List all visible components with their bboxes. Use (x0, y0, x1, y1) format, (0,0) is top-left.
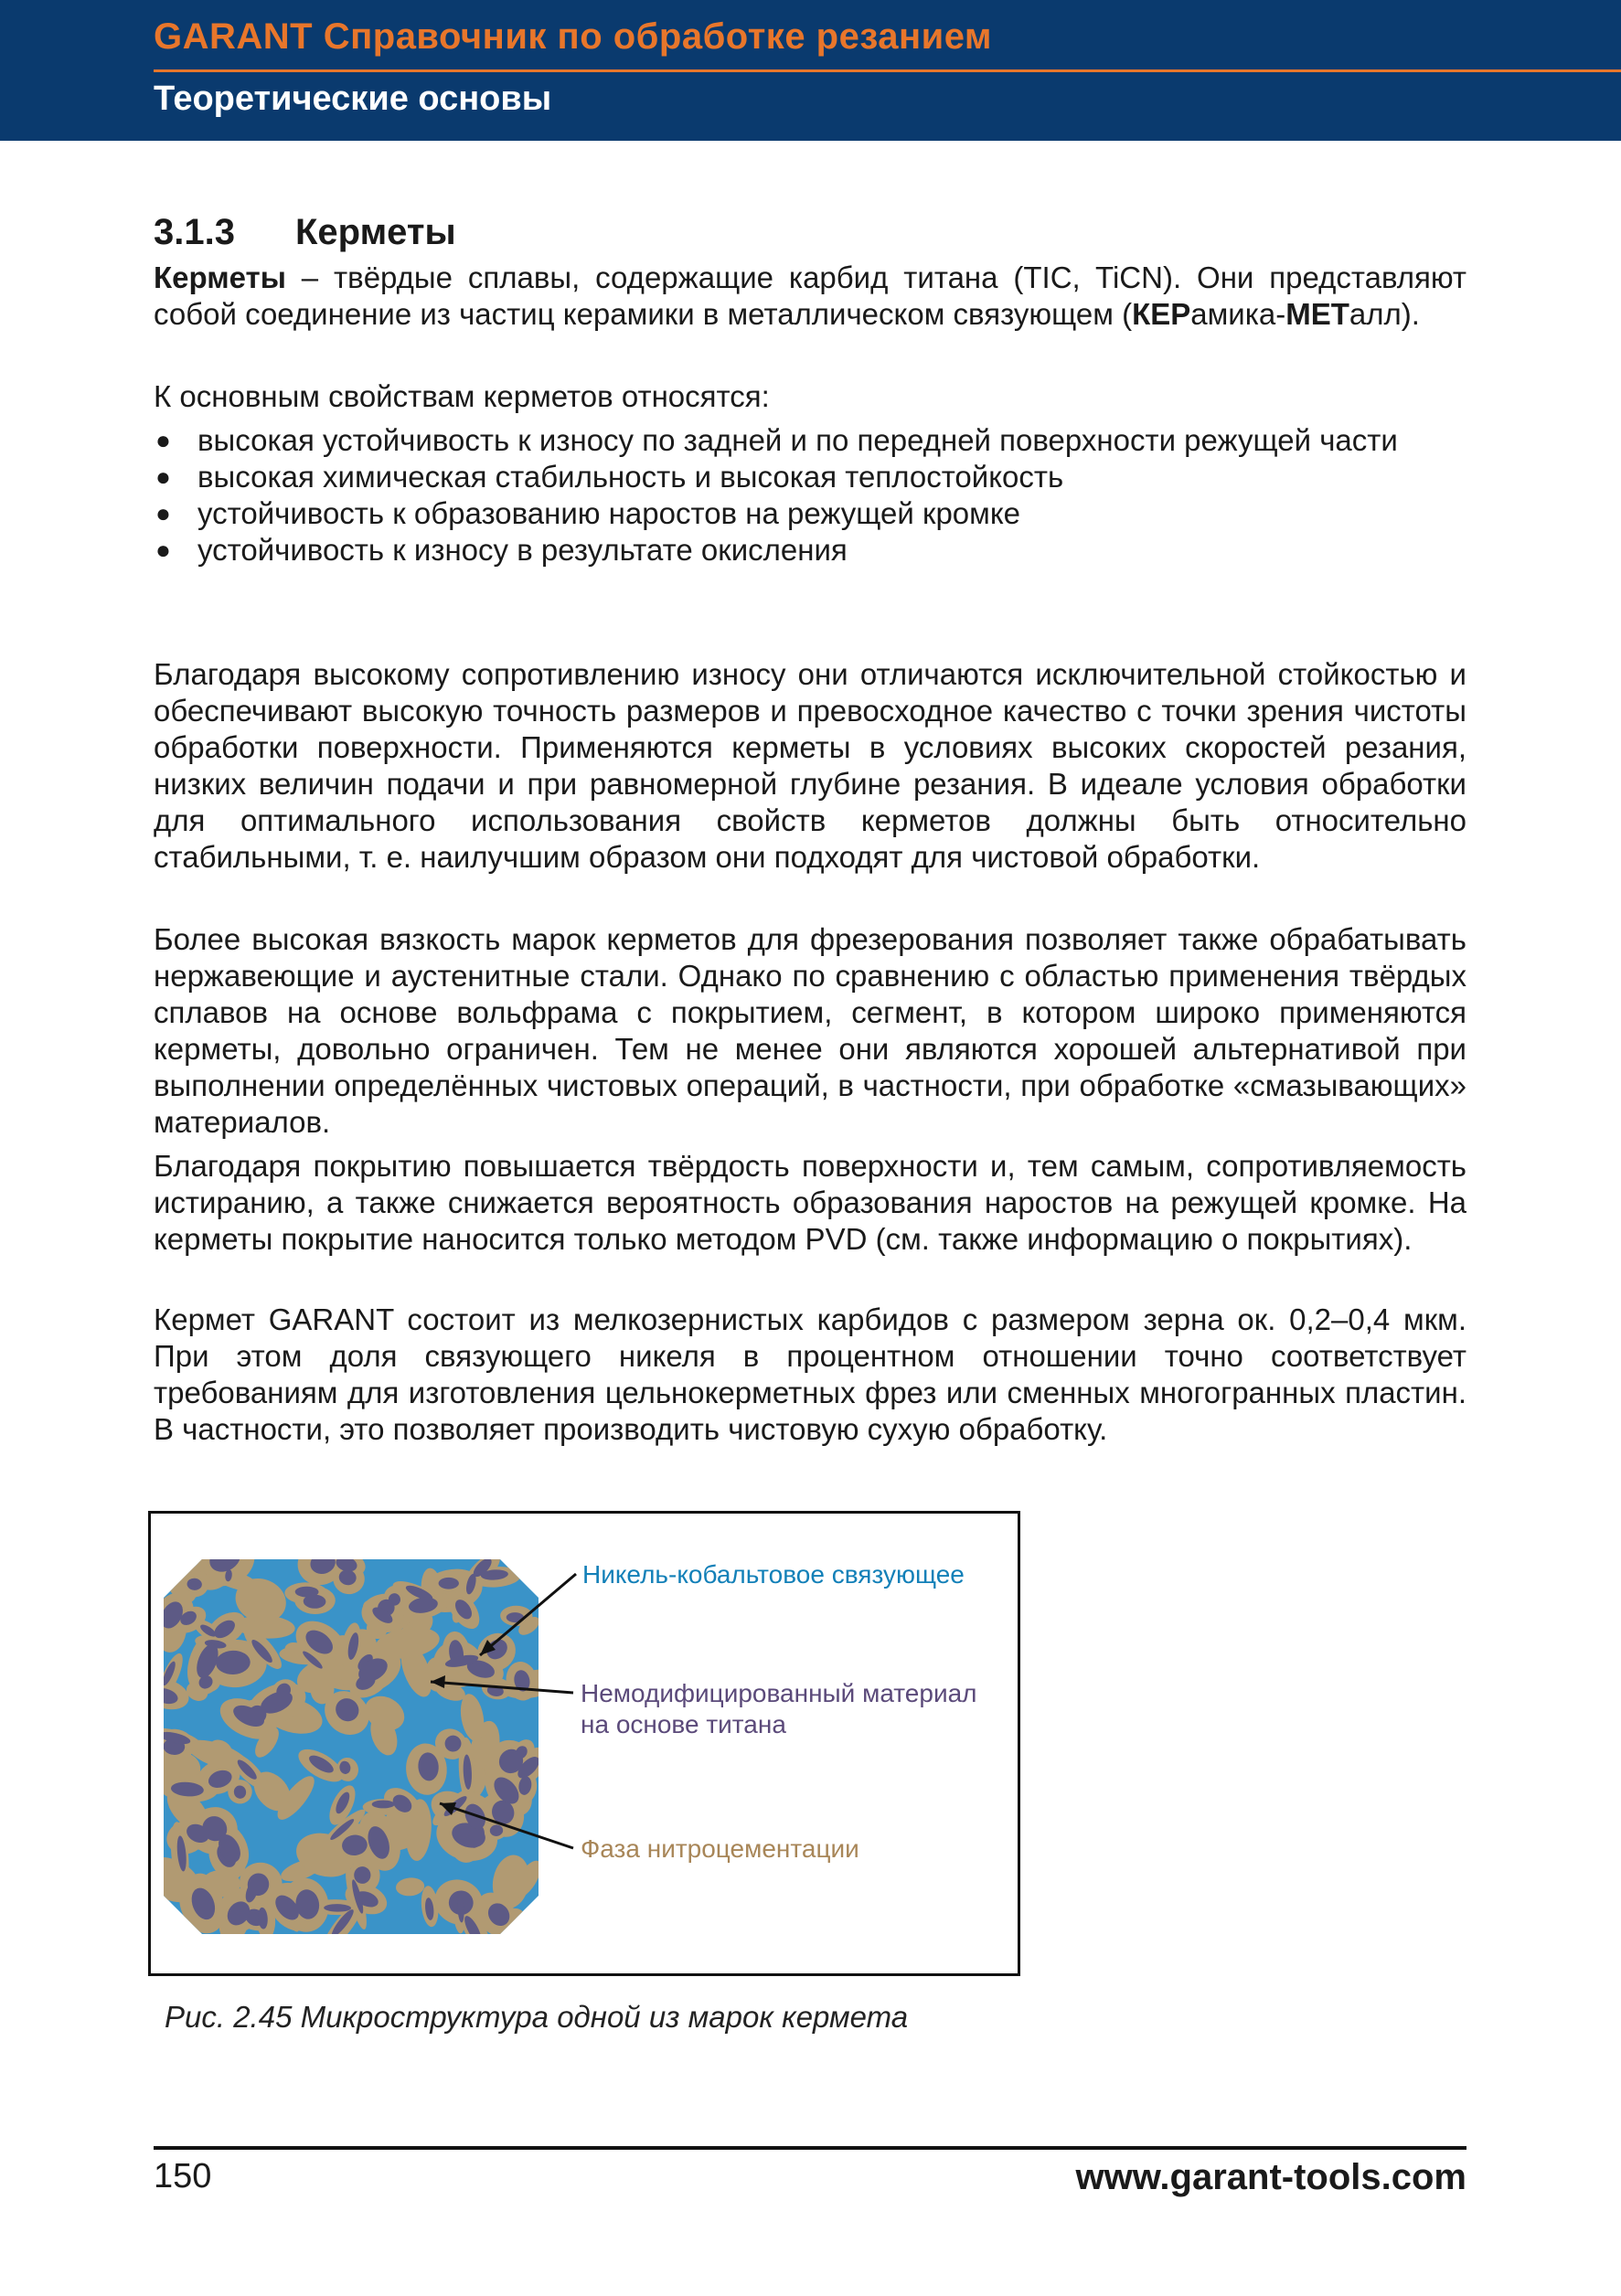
page-header (0, 0, 1621, 141)
footer-divider (154, 2146, 1466, 2150)
intro-ker: КЕР (1132, 297, 1191, 331)
intro-paragraph (154, 260, 1466, 333)
arrowhead-binder (480, 1640, 496, 1655)
paragraph-garant-cermet: Кермет GARANT состоит из мелкозернистых карбидов с размером зерна ок. 0,2–0,4 мкм. При этом доля связующего никеля в процентном отношении точно соответствует требованиям для изготовления цельнокерметных фрез или сменных многогранных пластин. В частности, это позволяет производить чистовую сухую обработку. (154, 1302, 1466, 1446)
page-number: 150 (154, 2157, 212, 2195)
label-titanium-material: Немодифицированный материал на основе титана (581, 1679, 977, 1738)
list-item: ● устойчивость к износу в результате окисления (155, 533, 848, 567)
paragraph-milling-grades: Более высокая вязкость марок керметов для фрезерования позволяет также обрабатывать нержавеющие и аустенитные стали. Однако по сравнению с областью применения твёрдых сплавов на основе вольфрама с покрытием, сегмент, в котором широко применяются керметы, довольно ограничен. Тем не менее они являются хорошей альтернативой при выполнении определённых чистовых операций, в частности, при обработке «смазывающих» материалов. (154, 922, 1466, 1139)
label-nitrocarburizing-phase: Фаза нитроцементации (581, 1834, 859, 1863)
section-heading (154, 212, 456, 253)
bullet-icon: ● (155, 536, 171, 564)
intro-all: алл). (1349, 297, 1420, 331)
properties-list (154, 422, 1466, 569)
arrowhead-material (431, 1675, 445, 1688)
list-item: ● высокая химическая стабильность и высокая теплостойкость (155, 460, 1064, 494)
bullet-icon: ● (155, 426, 171, 454)
arrow-phase (440, 1803, 573, 1848)
figure-caption: Рис. 2.45 Микроструктура одной из марок кермета (165, 2000, 909, 2034)
section-title: Керметы (295, 212, 456, 252)
header-divider (154, 69, 1621, 72)
arrow-binder (480, 1574, 576, 1655)
intro-met: МЕТ (1285, 297, 1349, 331)
intro-term: Керметы (154, 260, 286, 294)
label-binder: Никель-кобальтовое связующее (582, 1560, 965, 1589)
arrow-material (431, 1682, 573, 1693)
footer-website: www.garant-tools.com (1075, 2157, 1466, 2197)
paragraph-wear-resistance: Благодаря высокому сопротивлению износу они отличаются исключительной стойкостью и обеспечивают высокую точность размеров и превосходное качество с точки зрения чистоты обработки поверхности. Применяются керметы в условиях высоких скоростей резания, низких величин подачи и при равномерной глубине резания. В идеале условия обработки для оптимального использования свойств керметов должны быть относительно стабильными, т. е. наилучшим образом они подходят для чистовой обработки. (154, 657, 1466, 874)
arrowhead-phase (440, 1802, 456, 1815)
bullet-icon: ● (155, 499, 171, 527)
paragraph-coating: Благодаря покрытию повышается твёрдость поверхности и, тем самым, сопротивляемость истиранию, а также снижается вероятность образования наростов на режущей кромке. На керметы покрытие наносится только методом PVD (см. также информацию о покрытиях). (154, 1149, 1466, 1256)
list-item: ● высокая устойчивость к износу по задней и по передней поверхности режущей части (155, 423, 1398, 457)
microstructure-figure (148, 1511, 1020, 1976)
properties-intro: К основным свойствам керметов относятся: (154, 379, 770, 413)
bullet-icon: ● (155, 462, 171, 491)
section-number: 3.1.3 (154, 212, 235, 252)
intro-amika: амика- (1190, 297, 1286, 331)
list-item: ● устойчивость к образованию наростов на режущей кромке (155, 496, 1021, 530)
header-subtitle: Теоретические основы (154, 80, 552, 118)
intro-text: – твёрдые сплавы, содержащие карбид титана (TIC, TiCN). Они представляют собой соединение из частиц керамики в металлическом связующем ( (154, 260, 1466, 331)
header-title: GARANT Справочник по обработке резанием (154, 16, 993, 57)
